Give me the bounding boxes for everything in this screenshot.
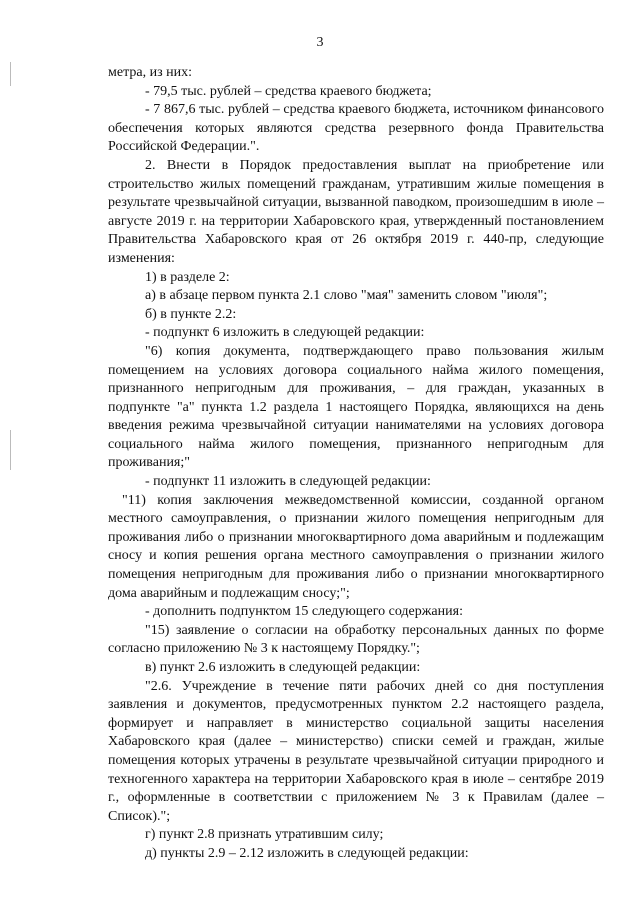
paragraph: 1) в разделе 2: bbox=[145, 269, 230, 285]
paragraph: д) пункты 2.9 – 2.12 изложить в следующей редакции: bbox=[145, 845, 469, 861]
scan-edge-mark-bottom bbox=[10, 430, 11, 470]
paragraph: г) пункт 2.8 признать утратившим силу; bbox=[145, 827, 384, 843]
paragraph: "2.6. Учреждение в течение пяти рабочих дней со дня поступления заявления и документов, предусмотренных пунктом 2.2 настоящего раздела, формирует и направляет в министерство социальной защиты населения Хабаровского края (далее – министерство) списки семей и граждан, жилые помещения которых утрачены в результате чрезвычайной ситуации природного и техногенного характера на территории Хабаровского края в июле – сентябре 2019 г., оформленные в соответствии с приложением № 3 к Правилам (далее – Список)."; bbox=[108, 678, 604, 824]
paragraph: - 7 867,6 тыс. рублей – средства краевого бюджета, источником финансового обеспечения которых являются средства резервного фонда Правительства Российской Федерации.". bbox=[108, 102, 604, 155]
paragraph: в) пункт 2.6 изложить в следующей редакции: bbox=[145, 660, 421, 675]
paragraph: б) в пункте 2.2: bbox=[145, 306, 237, 322]
paragraph: а) в абзаце первом пункта 2.1 слово "мая" заменить словом "июля"; bbox=[145, 288, 548, 304]
document-body bbox=[108, 64, 604, 864]
paragraph: - дополнить подпунктом 15 следующего содержания: bbox=[145, 604, 463, 620]
page-number: 3 bbox=[316, 35, 324, 50]
scan-edge-mark-top bbox=[10, 62, 11, 86]
paragraph: "15) заявление о согласии на обработку персональных данных по форме согласно приложению № 3 к настоящему Порядку."; bbox=[108, 622, 604, 657]
paragraph: "6) копия документа, подтверждающего право пользования жилым помещением на условиях договора социального найма жилого помещения, признанного непригодным для проживания, – для граждан, указанных в подпункте "а" пункта 1.2 раздела 1 настоящего Порядка, являющихся на день введения режима чрезвычайной ситуации нанимателями на условиях договора социального найма жилого помещения, признанного непригодным для проживания;" bbox=[108, 343, 604, 471]
paragraph: - подпункт 6 изложить в следующей редакции: bbox=[145, 325, 425, 341]
paragraph: - 79,5 тыс. рублей – средства краевого бюджета; bbox=[145, 83, 432, 99]
paragraph: метра, из них: bbox=[108, 65, 192, 80]
paragraph: - подпункт 11 изложить в следующей редакции: bbox=[145, 474, 431, 490]
paragraph: 2. Внести в Порядок предоставления выплат на приобретение или строительство жилых помещений гражданам, утратившим жилые помещения в результате чрезвычайной ситуации, вызванной паводком, произошедшим в июле – августе 2019 г. на территории Хабаровского края, утвержденный постановлением Правительства Хабаровского края от 26 октября 2019 г. 440-пр, следующие изменения: bbox=[108, 157, 604, 266]
paragraph: "11) копия заключения межведомственной комиссии, созданной органом местного самоуправления, о признании жилого помещения непригодным для проживания либо о признании многоквартирного дома аварийным и подлежащим сносу и копия решения органа местного самоуправления о признании жилого помещения непригодным для проживания либо о признании многоквартирного дома аварийным и подлежащим сносу;"; bbox=[108, 492, 604, 601]
